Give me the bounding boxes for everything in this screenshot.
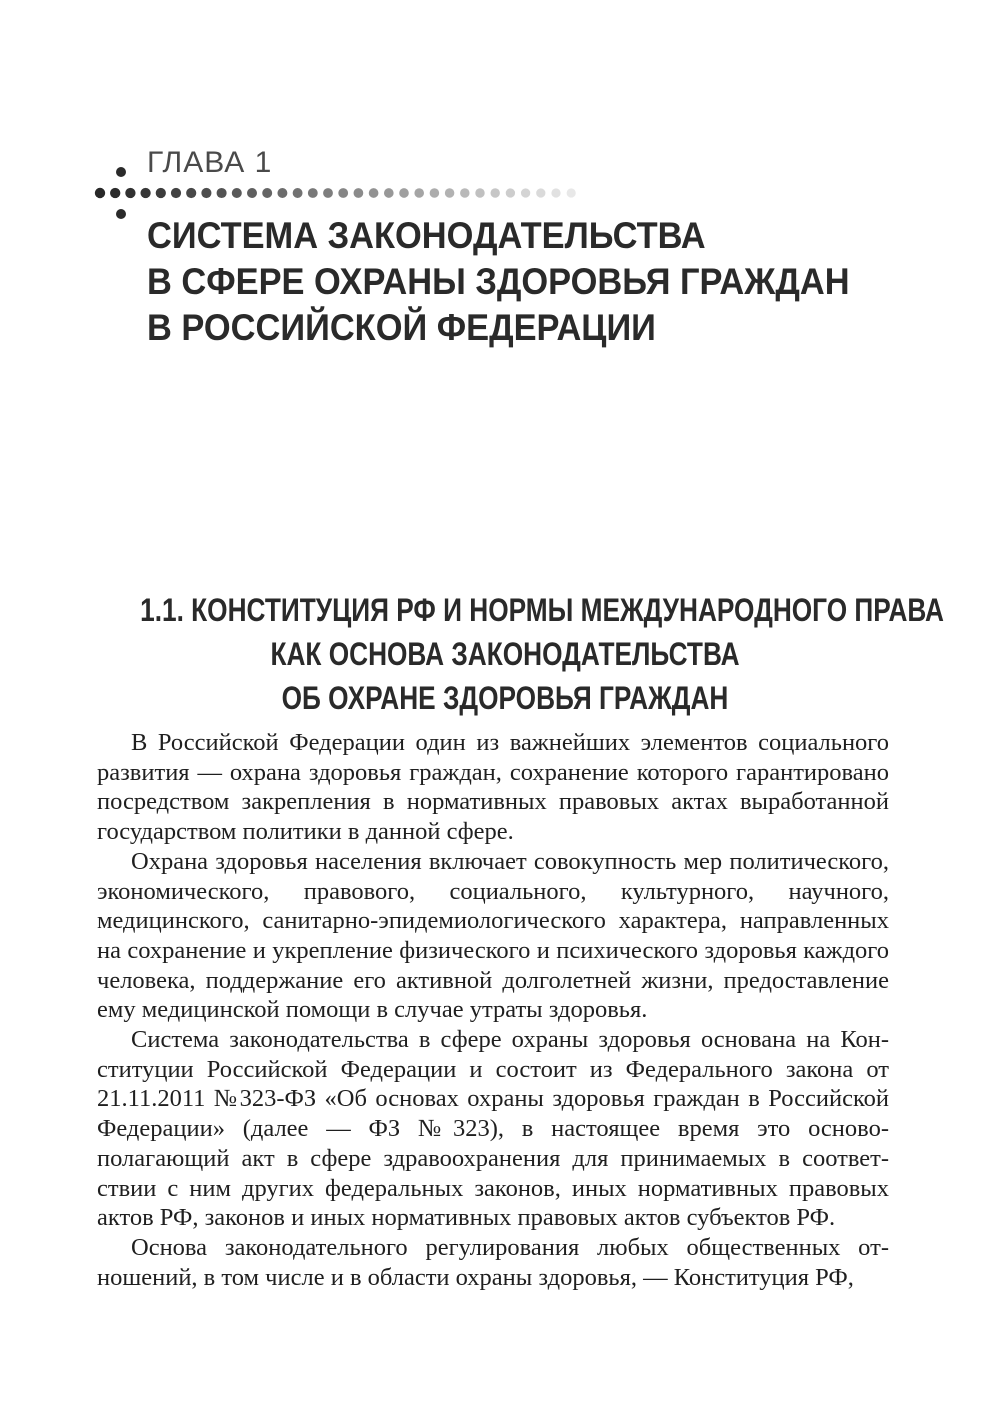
dot <box>232 188 242 198</box>
dot <box>186 188 196 198</box>
dot <box>308 188 318 198</box>
chapter-label: ГЛАВА 1 <box>147 146 273 179</box>
section-title-line: КАК ОСНОВА ЗАКОНОДАТЕЛЬСТВА <box>270 636 740 672</box>
dot <box>551 188 560 197</box>
dot-bottom <box>116 209 126 219</box>
dot <box>217 188 227 198</box>
dot <box>460 188 469 197</box>
dot <box>445 188 455 198</box>
dot <box>399 188 409 198</box>
decorative-dot-rule <box>0 0 1000 240</box>
paragraph: Основа законодательного регулирования любых общественных отношений, в том числе и в области охраны здоровья, — Конституция РФ, <box>97 1233 889 1291</box>
dot <box>536 188 545 197</box>
dot <box>430 188 440 198</box>
dot <box>140 188 150 198</box>
dot <box>384 188 394 198</box>
paragraph: Охрана здоровья населения включает совокупность мер политического, экономического, правового, социального, культурного, научного, медицинского, санитарно-эпидемиологического характера, направленных на сохранение и укрепление физического и психического здоровья каждого человека, поддержание его активной долголетней жизни, предоставление ему медицинской помощи в случае утраты здоровья. <box>97 847 889 1024</box>
dot <box>491 188 500 197</box>
dot <box>125 188 135 198</box>
dot <box>521 188 530 197</box>
dot-row <box>95 188 576 198</box>
dot <box>171 188 181 198</box>
dot <box>414 188 424 198</box>
dot <box>567 188 576 197</box>
section-title <box>60 588 950 720</box>
dot <box>156 188 166 198</box>
dot <box>277 188 287 198</box>
chapter-title-line: В СФЕРЕ ОХРАНЫ ЗДОРОВЬЯ ГРАЖДАН <box>147 261 850 302</box>
dot <box>201 188 211 198</box>
dot <box>354 188 364 198</box>
dot <box>247 188 257 198</box>
section-title-line: ОБ ОХРАНЕ ЗДОРОВЬЯ ГРАЖДАН <box>281 680 729 716</box>
paragraph: Система законодательства в сфере охраны здоровья основана на Конституции Российской Федерации и состоит из Федерального закона от 21.11.2011 №323-ФЗ «Об основах охраны здоровья граждан в Российской Федерации» (далее — ФЗ №323), в настоящее время это основополагающий акт в сфере здравоохранения для принимаемых в соответствии с ним других федеральных законов, иных нормативных правовых актов РФ, законов и иных нормативных правовых актов субъектов РФ. <box>97 1026 889 1232</box>
dot <box>338 188 348 198</box>
dot <box>110 188 120 198</box>
dot <box>262 188 272 198</box>
dot <box>506 188 515 197</box>
body-text <box>97 728 889 1292</box>
chapter-title <box>147 213 910 351</box>
dot <box>323 188 333 198</box>
paragraph: В Российской Федерации один из важнейших элементов социального развития — охрана здоровья граждан, сохранение которого гарантировано посредством закрепления в нормативных правовых актах выработанной государством политики в данной сфере. <box>97 729 889 846</box>
chapter-title-line: В РОССИЙСКОЙ ФЕДЕРАЦИИ <box>147 307 656 348</box>
section-title-line: 1.1. КОНСТИТУЦИЯ РФ И НОРМЫ МЕЖДУНАРОДНОГО ПРАВА <box>140 592 945 628</box>
dot <box>475 188 484 197</box>
dot-top <box>116 167 126 177</box>
dot <box>95 188 105 198</box>
dot <box>369 188 379 198</box>
dot <box>293 188 303 198</box>
chapter-title-line: СИСТЕМА ЗАКОНОДАТЕЛЬСТВА <box>147 215 706 256</box>
